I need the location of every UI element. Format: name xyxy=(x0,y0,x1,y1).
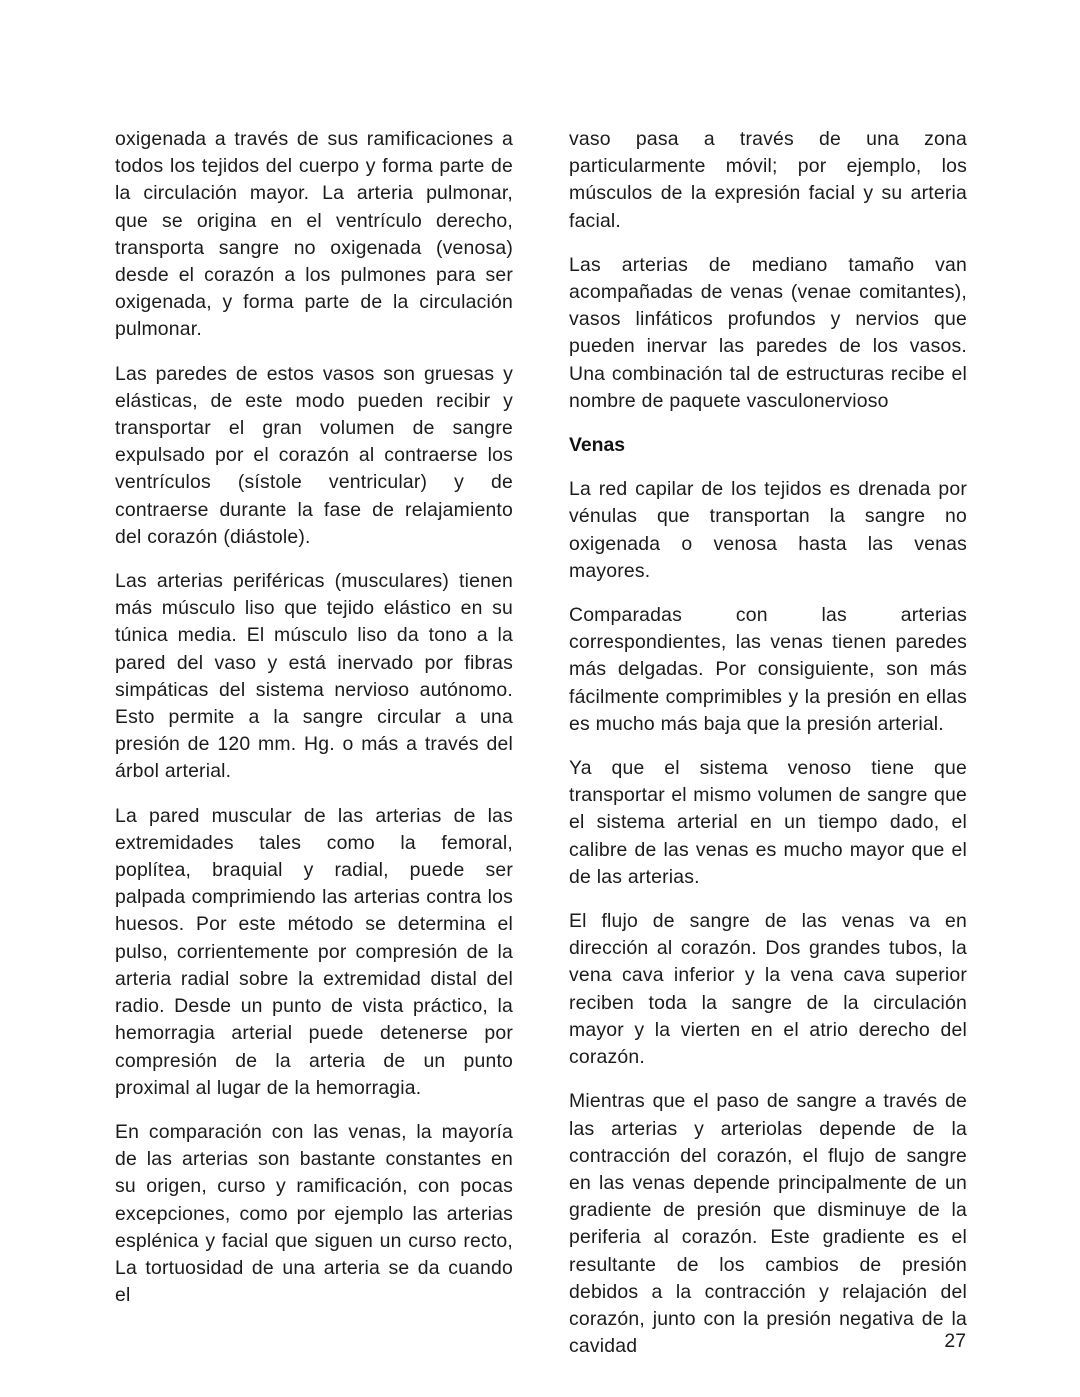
paragraph: vaso pasa a través de una zona particularmente móvil; por ejemplo, los músculos de la expresión facial y su arteria facial. xyxy=(569,128,967,232)
right-column xyxy=(569,126,967,1360)
paragraph: Las arterias de mediano tamaño van acompañadas de venas (venae comitantes), vasos linfáticos profundos y nervios que pueden inervar las paredes de los vasos. Una combinación tal de estructuras recibe el nombre de paquete vasculonervioso xyxy=(569,253,967,412)
left-column xyxy=(115,126,513,1309)
paragraph: Mientras que el paso de sangre a través de las arterias y arteriolas depende de la contracción del corazón, el flujo de sangre en las venas depende principalmente de un gradiente de presión que disminuye de la periferia al corazón. Este gradiente es el resultante de los cambios de presión debidos a la contracción y relajación del corazón, junto con la presión negativa de la cavidad xyxy=(569,1090,967,1358)
paragraph: El flujo de sangre de las venas va en dirección al corazón. Dos grandes tubos, la vena cava inferior y la vena cava superior reciben toda la sangre de la circulación mayor y la vierten en el atrio derecho del corazón. xyxy=(569,910,967,1069)
paragraph: Comparadas con las arterias correspondientes, las venas tienen paredes más delgadas. Por consiguiente, son más fácilmente comprimibles y la presión en ellas es mucho más baja que la presión arterial. xyxy=(569,604,967,735)
paragraph: oxigenada a través de sus ramificaciones a todos los tejidos del cuerpo y forma parte de la circulación mayor. La arteria pulmonar, que se origina en el ventrículo derecho, transporta sangre no oxigenada (venosa) desde el corazón a los pulmones para ser oxigenada, y forma parte de la circulación pulmonar. xyxy=(115,128,513,341)
paragraph: En comparación con las venas, la mayoría de las arterias son bastante constantes en su origen, curso y ramificación, con pocas excepciones, como por ejemplo las arterias esplénica y facial que siguen un curso recto, La tortuosidad de una arteria se da cuando el xyxy=(115,1120,513,1307)
paragraph: Las arterias periféricas (musculares) tienen más músculo liso que tejido elástico en su túnica media. El músculo liso da tono a la pared del vaso y está inervado por fibras simpáticas del sistema nervioso autónomo. Esto permite a la sangre circular a una presión de 120 mm. Hg. o más a través del árbol arterial. xyxy=(115,570,513,783)
paragraph: Las paredes de estos vasos son gruesas y elásticas, de este modo pueden recibir y transportar el gran volumen de sangre expulsado por el corazón al contraerse los ventrículos (sístole ventricular) y de contraerse durante la fase de relajamiento del corazón (diástole). xyxy=(115,362,513,548)
two-column-body xyxy=(115,126,967,1360)
section-heading-venas: Venas xyxy=(569,434,626,457)
paragraph: Ya que el sistema venoso tiene que transportar el mismo volumen de sangre que el sistema arterial en un tiempo dado, el calibre de las venas es mucho mayor que el de las arterias. xyxy=(569,757,967,888)
page-number: 27 xyxy=(944,1329,966,1352)
paragraph: La red capilar de los tejidos es drenada por vénulas que transportan la sangre no oxigenada o venosa hasta las venas mayores. xyxy=(569,478,967,582)
paragraph: La pared muscular de las arterias de las extremidades tales como la femoral, poplítea, braquial y radial, puede ser palpada comprimiendo las arterias contra los huesos. Por este método se determina el pulso, corrientemente por compresión de la arteria radial sobre la extremidad distal del radio. Desde un punto de vista práctico, la hemorragia arterial puede detenerse por compresión de la arteria de un punto proximal al lugar de la hemorragia. xyxy=(115,804,513,1099)
